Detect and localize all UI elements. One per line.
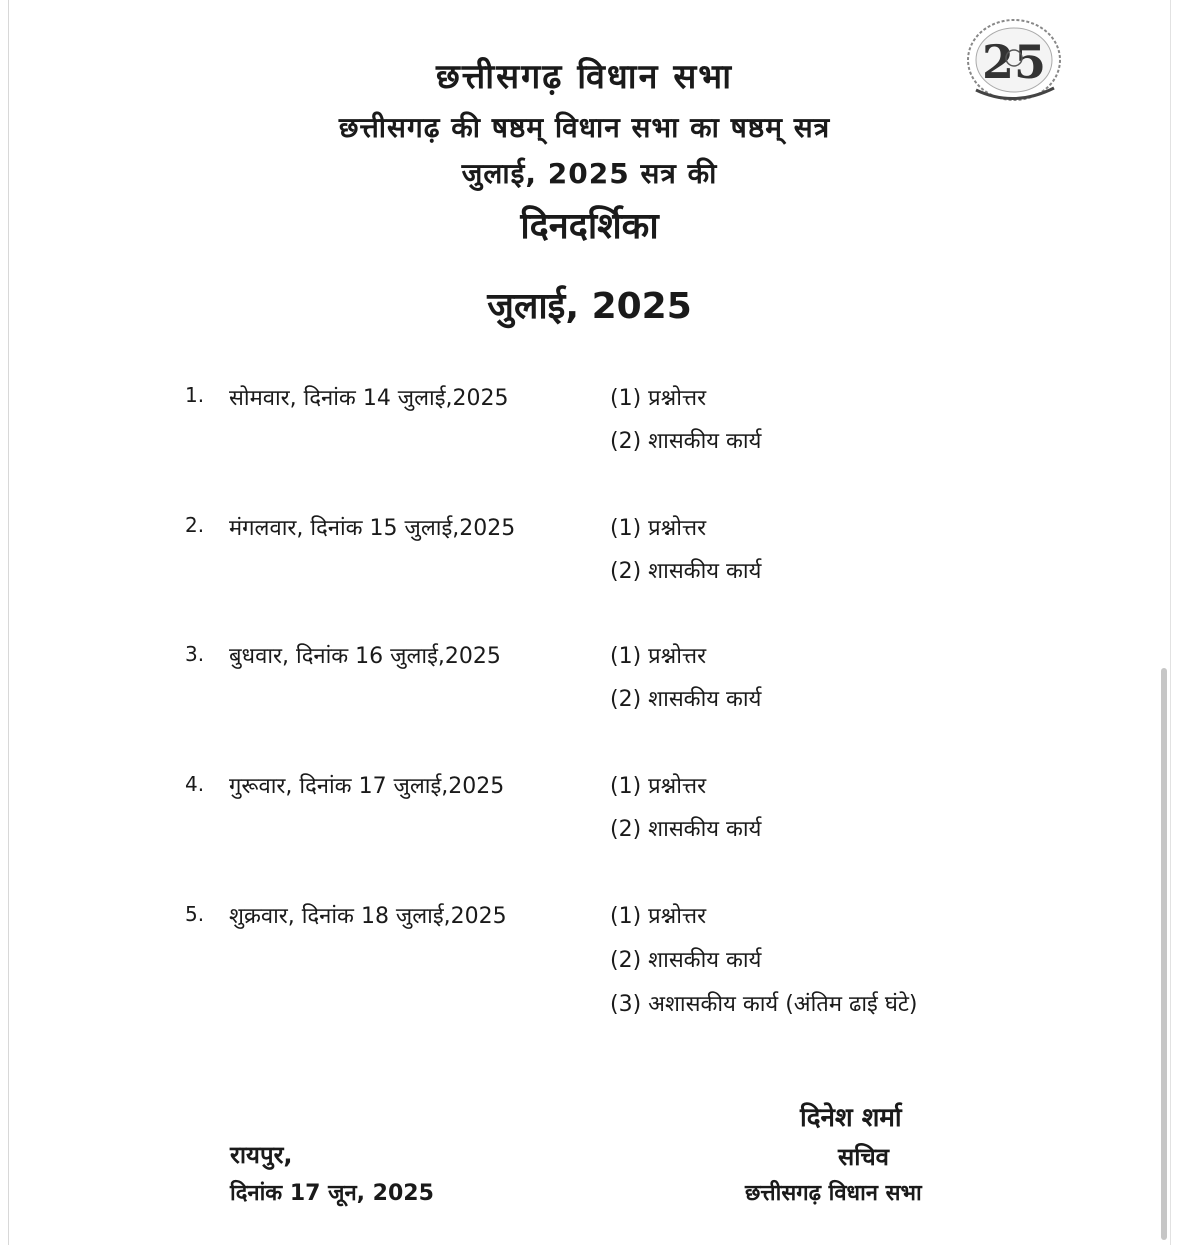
signatory-name: दिनेश शर्मा (800, 1103, 902, 1133)
entry-date: शुक्रवार, दिनांक 18 जुलाई,2025 (229, 904, 507, 929)
month-heading: जुलाई, 2025 (487, 286, 692, 327)
entry-item: (1) प्रश्नोत्तर (610, 774, 707, 799)
silver-jubilee-emblem-icon (962, 12, 1066, 104)
entry-item: (1) प्रश्नोत्तर (610, 516, 707, 541)
scrollbar-thumb[interactable] (1161, 668, 1167, 1240)
entry-item: (2) शासकीय कार्य (610, 687, 762, 712)
month-session-line: जुलाई, 2025 सत्र की (461, 157, 718, 190)
session-line: छत्तीसगढ़ की षष्ठम् विधान सभा का षष्ठम् सत्र (338, 111, 831, 144)
signatory-organization: छत्तीसगढ़ विधान सभा (745, 1181, 922, 1206)
entry-item: (2) शासकीय कार्य (610, 429, 762, 454)
entry-date: बुधवार, दिनांक 16 जुलाई,2025 (229, 644, 501, 669)
entry-item: (3) अशासकीय कार्य (अंतिम ढाई घंटे) (610, 992, 918, 1017)
signatory-designation: सचिव (838, 1143, 890, 1171)
entry-item: (1) प्रश्नोत्तर (610, 386, 707, 411)
entry-item: (1) प्रश्नोत्तर (610, 904, 707, 929)
entry-date: मंगलवार, दिनांक 15 जुलाई,2025 (229, 516, 516, 541)
entry-item: (2) शासकीय कार्य (610, 559, 762, 584)
entry-number: 1. (185, 383, 205, 407)
document-title: छत्तीसगढ़ विधान सभा (435, 57, 734, 97)
entry-date: गुरूवार, दिनांक 17 जुलाई,2025 (229, 774, 505, 799)
entry-number: 5. (185, 902, 205, 926)
entry-item: (2) शासकीय कार्य (610, 948, 762, 973)
entry-number: 3. (185, 642, 205, 666)
issue-date: दिनांक 17 जून, 2025 (230, 1181, 434, 1206)
emblem-number: 25 (981, 35, 1047, 89)
entry-number: 2. (185, 513, 205, 537)
entry-item: (2) शासकीय कार्य (610, 817, 762, 842)
entry-number: 4. (185, 772, 205, 796)
entry-item: (1) प्रश्नोत्तर (610, 644, 707, 669)
calendar-label: दिनदर्शिका (520, 206, 659, 247)
entry-date: सोमवार, दिनांक 14 जुलाई,2025 (229, 386, 509, 411)
issue-place: रायपुर, (230, 1141, 293, 1169)
